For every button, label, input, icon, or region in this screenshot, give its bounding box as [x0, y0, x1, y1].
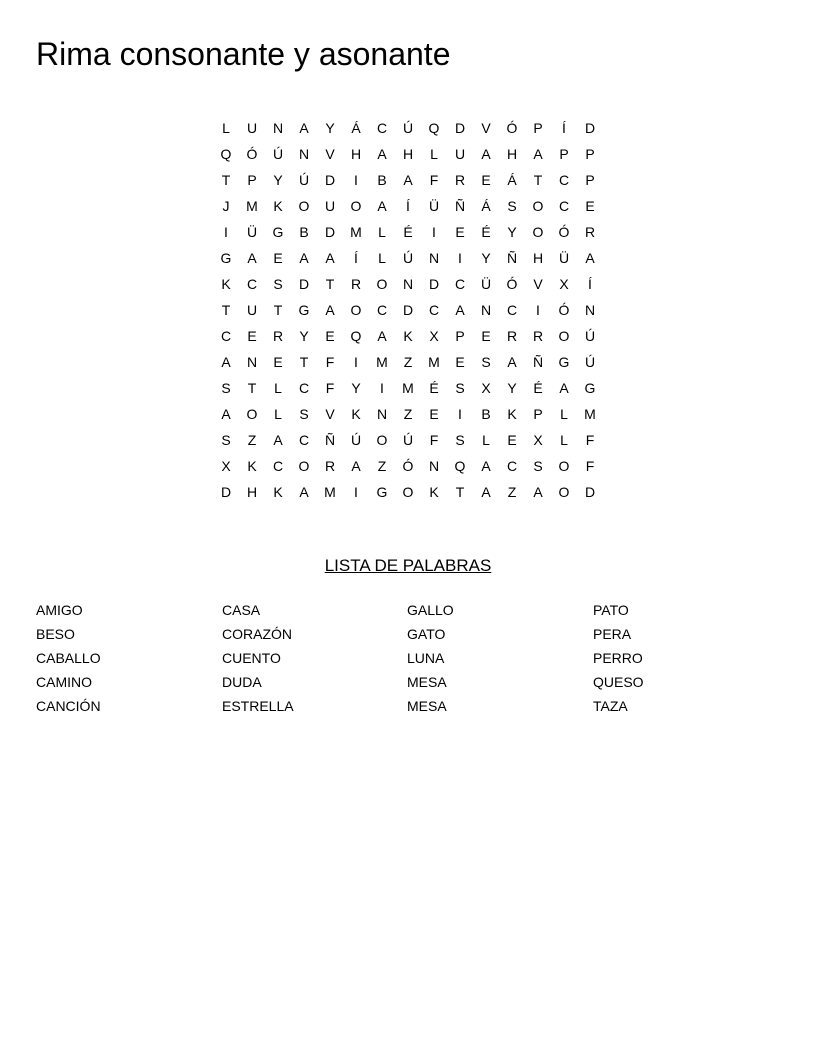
grid-letter: Ñ: [532, 354, 544, 370]
word-list-item: CANCIÓN: [36, 698, 101, 714]
grid-letter: V: [325, 146, 335, 162]
grid-letter: F: [585, 432, 595, 448]
grid-letter: K: [273, 198, 283, 214]
grid-letter: A: [221, 354, 231, 370]
grid-letter: I: [432, 224, 436, 240]
word-list-heading: LISTA DE PALABRAS: [324, 556, 492, 575]
grid-letter: C: [298, 380, 310, 396]
grid-letter: Ñ: [506, 250, 518, 266]
grid-letter: I: [224, 224, 228, 240]
grid-letter: L: [430, 146, 438, 162]
grid-letter: M: [376, 354, 388, 370]
grid-letter: P: [585, 172, 595, 188]
word-list-column: [222, 598, 294, 718]
grid-letter: F: [429, 172, 439, 188]
grid-letter: T: [221, 172, 231, 188]
grid-letter: O: [298, 198, 310, 214]
grid-letter: B: [481, 406, 491, 422]
grid-letter: S: [221, 380, 231, 396]
grid-letter: X: [429, 328, 439, 344]
grid-letter: Ó: [402, 458, 414, 474]
grid-letter: T: [533, 172, 543, 188]
grid-letter: Z: [377, 458, 387, 474]
grid-letter: Q: [454, 458, 466, 474]
grid-letter: C: [506, 302, 518, 318]
grid-letter: E: [247, 328, 257, 344]
grid-letter: I: [536, 302, 540, 318]
grid-letter: E: [429, 406, 439, 422]
page-title: Rima consonante y asonante: [36, 36, 451, 72]
grid-letter: Ú: [298, 172, 310, 188]
word-list: [0, 598, 816, 728]
word-list-item: MESA: [407, 674, 447, 690]
grid-letter: E: [325, 328, 335, 344]
grid-letter: Ñ: [454, 198, 466, 214]
grid-letter: F: [585, 458, 595, 474]
grid-letter: T: [325, 276, 335, 292]
grid-letter: E: [507, 432, 517, 448]
grid-letter: O: [532, 224, 544, 240]
grid-letter: É: [481, 224, 491, 240]
grid-letter: A: [481, 146, 491, 162]
grid-letter: Ú: [402, 120, 414, 136]
grid-letter: Í: [588, 276, 592, 292]
grid-letter: F: [325, 380, 335, 396]
grid-letter: O: [532, 198, 544, 214]
grid-letter: O: [558, 328, 570, 344]
grid-letter: Q: [220, 146, 232, 162]
grid-letter: Á: [481, 198, 491, 214]
grid-letter: O: [376, 432, 388, 448]
grid-letter: Ó: [246, 146, 258, 162]
grid-letter: Á: [351, 120, 361, 136]
grid-letter: Ú: [272, 146, 284, 162]
grid-letter: A: [481, 458, 491, 474]
grid-letter: Q: [428, 120, 440, 136]
grid-letter: R: [584, 224, 596, 240]
grid-letter: E: [481, 172, 491, 188]
grid-letter: C: [272, 458, 284, 474]
grid-letter: É: [533, 380, 543, 396]
grid-letter: I: [458, 250, 462, 266]
grid-letter: T: [455, 484, 465, 500]
grid-letter: D: [220, 484, 232, 500]
grid-letter: Ó: [506, 120, 518, 136]
grid-letter: Y: [325, 120, 335, 136]
grid-letter: E: [455, 224, 465, 240]
grid-letter: N: [480, 302, 492, 318]
grid-letter: Ó: [558, 224, 570, 240]
grid-letter: X: [481, 380, 491, 396]
grid-letter: E: [273, 354, 283, 370]
grid-letter: L: [378, 224, 386, 240]
word-list-item: TAZA: [593, 698, 628, 714]
grid-letter: V: [533, 276, 543, 292]
word-list-item: AMIGO: [36, 602, 83, 618]
grid-letter: Y: [351, 380, 361, 396]
grid-letter: M: [584, 406, 596, 422]
grid-letter: A: [585, 250, 595, 266]
grid-letter: N: [376, 406, 388, 422]
grid-letter: A: [533, 484, 543, 500]
grid-letter: É: [403, 224, 413, 240]
grid-letter: A: [247, 250, 257, 266]
grid-letter: C: [428, 302, 440, 318]
grid-letter: B: [299, 224, 309, 240]
grid-letter: G: [220, 250, 232, 266]
grid-letter: C: [246, 276, 258, 292]
word-list-item: ESTRELLA: [222, 698, 294, 714]
grid-letter: L: [222, 120, 230, 136]
grid-letter: S: [273, 276, 283, 292]
grid-letter: P: [533, 120, 543, 136]
grid-letter: V: [481, 120, 491, 136]
word-list-item: GATO: [407, 626, 446, 642]
grid-letter: R: [324, 458, 336, 474]
grid-letter: G: [298, 302, 310, 318]
word-list-item: GALLO: [407, 602, 454, 618]
grid-letter: N: [428, 250, 440, 266]
grid-letter: Ú: [402, 250, 414, 266]
word-list-item: PERA: [593, 626, 632, 642]
grid-letter: A: [299, 120, 309, 136]
grid-letter: K: [351, 406, 361, 422]
grid-letter: A: [377, 328, 387, 344]
word-list-item: LUNA: [407, 650, 445, 666]
grid-letter: S: [455, 380, 465, 396]
grid-letter: O: [350, 198, 362, 214]
grid-letter: M: [428, 354, 440, 370]
grid-letter: Z: [403, 406, 413, 422]
grid-letter: Ó: [558, 302, 570, 318]
grid-letter: O: [246, 406, 258, 422]
grid-letter: Í: [406, 198, 410, 214]
word-list-item: BESO: [36, 626, 75, 642]
grid-letter: R: [506, 328, 518, 344]
grid-letter: F: [325, 354, 335, 370]
grid-letter: Ú: [350, 432, 362, 448]
grid-letter: O: [558, 458, 570, 474]
grid-letter: A: [273, 432, 283, 448]
grid-letter: T: [247, 380, 257, 396]
word-list-item: CASA: [222, 602, 261, 618]
grid-letter: Ü: [558, 250, 570, 266]
grid-letter: A: [221, 406, 231, 422]
grid-letter: K: [403, 328, 413, 344]
grid-letter: A: [325, 250, 335, 266]
grid-letter: K: [247, 458, 257, 474]
grid-letter: L: [560, 406, 568, 422]
grid-letter: I: [458, 406, 462, 422]
grid-letter: A: [377, 198, 387, 214]
grid-letter: É: [429, 380, 439, 396]
grid-letter: Y: [273, 172, 283, 188]
grid-letter: Ü: [480, 276, 492, 292]
grid-letter: L: [560, 432, 568, 448]
grid-letter: C: [506, 458, 518, 474]
grid-letter: R: [532, 328, 544, 344]
grid-letter: K: [429, 484, 439, 500]
grid-letter: E: [273, 250, 283, 266]
grid-letter: Ó: [506, 276, 518, 292]
grid-letter: C: [558, 172, 570, 188]
grid-letter: S: [481, 354, 491, 370]
word-list-item: QUESO: [593, 674, 644, 690]
grid-letter: D: [298, 276, 310, 292]
word-list-column: [593, 598, 644, 718]
grid-letter: Ü: [246, 224, 258, 240]
grid-letter: D: [402, 302, 414, 318]
grid-letter: A: [507, 354, 517, 370]
grid-letter: M: [402, 380, 414, 396]
grid-letter: P: [585, 146, 595, 162]
grid-letter: K: [507, 406, 517, 422]
grid-letter: Ú: [584, 328, 596, 344]
grid-letter: D: [584, 484, 596, 500]
grid-letter: U: [246, 302, 258, 318]
grid-letter: Z: [247, 432, 257, 448]
grid-letter: D: [454, 120, 466, 136]
grid-letter: G: [376, 484, 388, 500]
grid-letter: Y: [299, 328, 309, 344]
grid-letter: N: [272, 120, 284, 136]
grid-letter: L: [274, 380, 282, 396]
word-list-item: DUDA: [222, 674, 262, 690]
grid-letter: C: [220, 328, 232, 344]
grid-letter: A: [299, 250, 309, 266]
grid-letter: N: [584, 302, 596, 318]
grid-letter: S: [455, 432, 465, 448]
grid-letter: S: [221, 432, 231, 448]
grid-letter: A: [455, 302, 465, 318]
grid-letter: A: [559, 380, 569, 396]
grid-letter: K: [273, 484, 283, 500]
grid-letter: Q: [350, 328, 362, 344]
grid-letter: F: [429, 432, 439, 448]
grid-letter: U: [454, 146, 466, 162]
grid-letter: S: [299, 406, 309, 422]
grid-letter: D: [324, 172, 336, 188]
grid-letter: K: [221, 276, 231, 292]
grid-letter: U: [324, 198, 336, 214]
grid-letter: T: [273, 302, 283, 318]
grid-letter: M: [246, 198, 258, 214]
grid-letter: Z: [507, 484, 517, 500]
word-list-item: PERRO: [593, 650, 643, 666]
grid-letter: N: [428, 458, 440, 474]
grid-letter: N: [246, 354, 258, 370]
grid-letter: Í: [354, 250, 358, 266]
grid-letter: M: [350, 224, 362, 240]
grid-letter: I: [380, 380, 384, 396]
grid-letter: X: [559, 276, 569, 292]
grid-letter: H: [350, 146, 362, 162]
grid-letter: L: [482, 432, 490, 448]
grid-letter: C: [558, 198, 570, 214]
grid-letter: A: [377, 146, 387, 162]
grid-letter: O: [350, 302, 362, 318]
grid-letter: A: [325, 302, 335, 318]
grid-letter: I: [354, 354, 358, 370]
grid-letter: B: [377, 172, 387, 188]
grid-letter: T: [299, 354, 309, 370]
word-list-column: [407, 598, 454, 718]
grid-letter: O: [558, 484, 570, 500]
grid-letter: Ñ: [324, 432, 336, 448]
grid-letter: G: [584, 380, 596, 396]
grid-letter: Y: [481, 250, 491, 266]
grid-letter: C: [376, 302, 388, 318]
grid-letter: E: [481, 328, 491, 344]
word-list-item: PATO: [593, 602, 629, 618]
grid-letter: Y: [507, 380, 517, 396]
grid-letter: N: [298, 146, 310, 162]
grid-letter: R: [454, 172, 466, 188]
grid-letter: O: [376, 276, 388, 292]
grid-letter: L: [378, 250, 386, 266]
grid-letter: M: [324, 484, 336, 500]
grid-letter: P: [455, 328, 465, 344]
grid-letter: O: [298, 458, 310, 474]
grid-letter: Ú: [584, 354, 596, 370]
grid-letter: L: [274, 406, 282, 422]
word-list-item: CAMINO: [36, 674, 92, 690]
grid-letter: I: [354, 172, 358, 188]
word-search-grid: [213, 115, 603, 505]
word-list-column: [36, 598, 101, 718]
grid-letter: A: [533, 146, 543, 162]
grid-letter: C: [376, 120, 388, 136]
grid-letter: A: [299, 484, 309, 500]
grid-letter: G: [558, 354, 570, 370]
grid-letter: E: [455, 354, 465, 370]
grid-letter: O: [402, 484, 414, 500]
grid-letter: H: [532, 250, 544, 266]
grid-letter: A: [481, 484, 491, 500]
grid-letter: D: [428, 276, 440, 292]
grid-letter: P: [559, 146, 569, 162]
grid-letter: D: [324, 224, 336, 240]
grid-letter: R: [350, 276, 362, 292]
grid-letter: X: [221, 458, 231, 474]
grid-letter: Z: [403, 354, 413, 370]
grid-letter: Ü: [428, 198, 440, 214]
word-list-item: CABALLO: [36, 650, 101, 666]
grid-letter: N: [402, 276, 414, 292]
grid-letter: U: [246, 120, 258, 136]
grid-letter: S: [507, 198, 517, 214]
word-list-item: CORAZÓN: [222, 626, 292, 642]
grid-letter: R: [272, 328, 284, 344]
word-list-item: MESA: [407, 698, 447, 714]
grid-letter: C: [454, 276, 466, 292]
grid-letter: T: [221, 302, 231, 318]
grid-letter: X: [533, 432, 543, 448]
grid-letter: D: [584, 120, 596, 136]
word-list-item: CUENTO: [222, 650, 281, 666]
grid-letter: H: [402, 146, 414, 162]
grid-letter: A: [403, 172, 413, 188]
grid-letter: Ú: [402, 432, 414, 448]
grid-letter: H: [506, 146, 518, 162]
grid-letter: J: [222, 198, 230, 214]
grid-letter: P: [533, 406, 543, 422]
grid-letter: C: [298, 432, 310, 448]
grid-letter: A: [351, 458, 361, 474]
grid-letter: V: [325, 406, 335, 422]
grid-letter: Y: [507, 224, 517, 240]
grid-letter: S: [533, 458, 543, 474]
grid-letter: H: [246, 484, 258, 500]
grid-letter: Á: [507, 172, 517, 188]
grid-letter: Í: [562, 120, 566, 136]
grid-letter: G: [272, 224, 284, 240]
grid-letter: E: [585, 198, 595, 214]
grid-letter: P: [247, 172, 257, 188]
grid-letter: I: [354, 484, 358, 500]
